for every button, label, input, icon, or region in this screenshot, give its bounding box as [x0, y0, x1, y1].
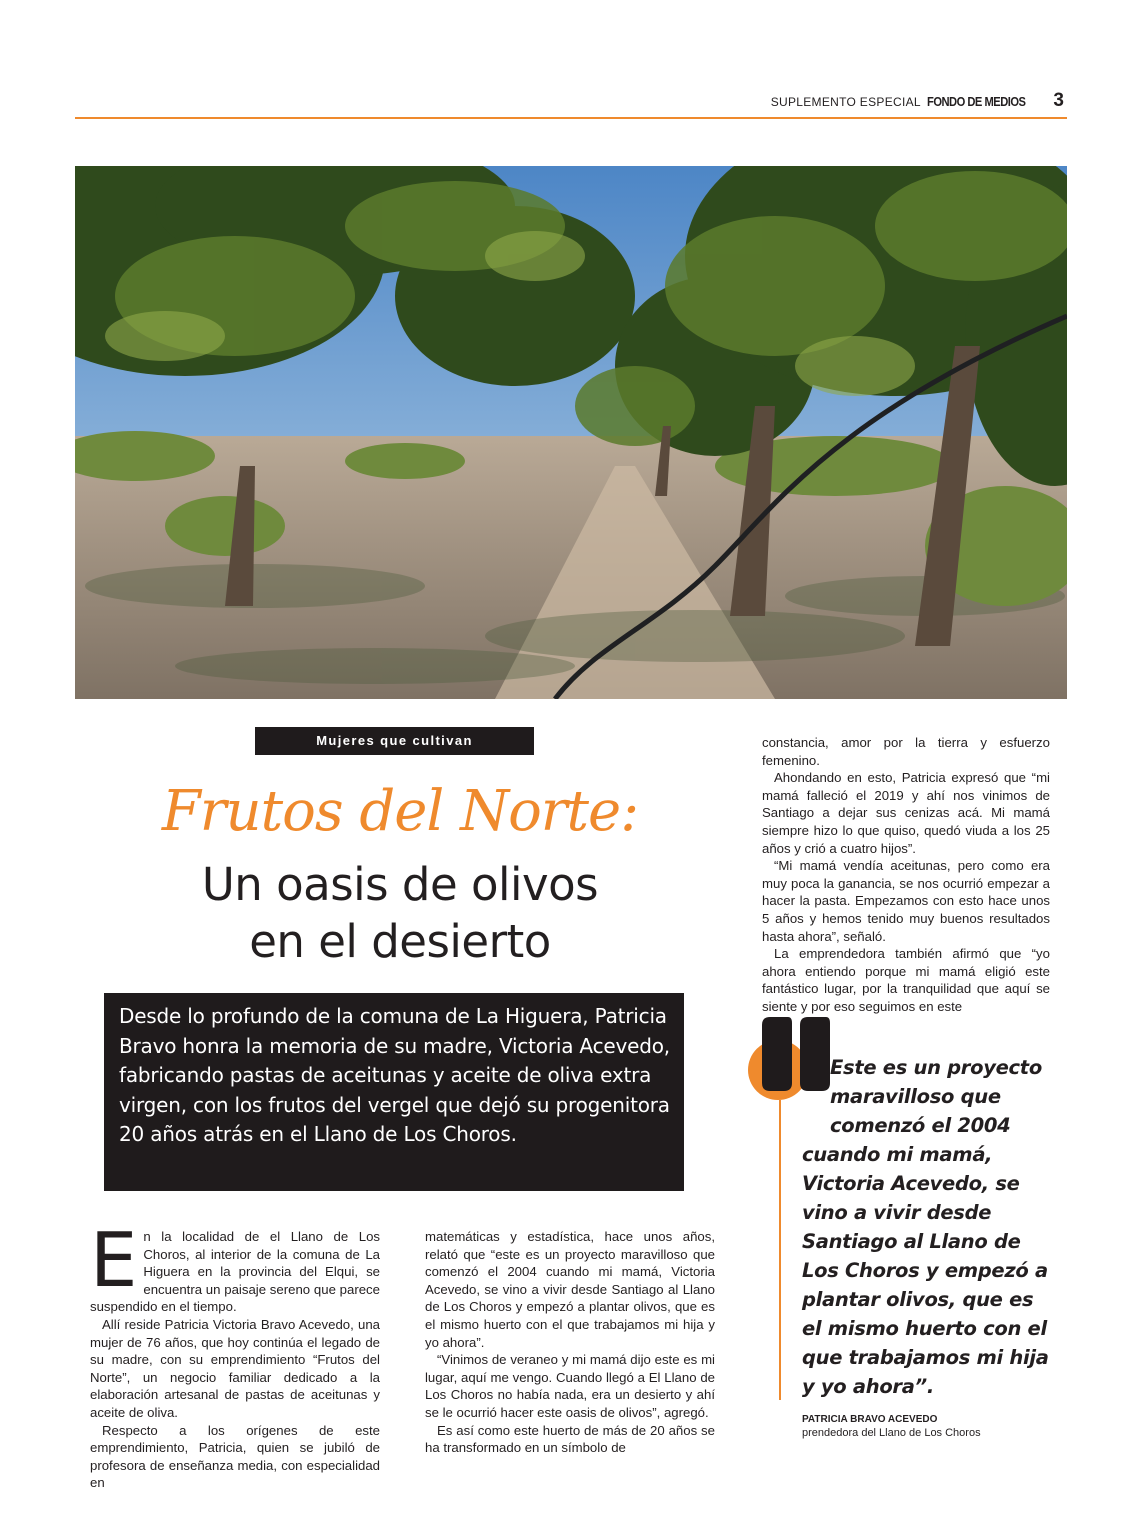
paragraph: “Vinimos de veraneo y mi mamá dijo este es mi lugar, aquí me vengo. Cuando llegó a El Llano de Los Choros no había nada, era un desierto y ahí se le ocurrió hacer este oasis de olivos”, agregó. — [425, 1352, 715, 1420]
paragraph: Ahondando en esto, Patricia expresó que “mi mamá falleció el 2019 y ahí nos vinimos de Santiago a dejar sus cenizas acá. Mi mamá siempre hizo lo que quiso, quedó viuda a los 25 años y crió a cuatro hijos”. — [762, 770, 1050, 856]
page-header — [771, 90, 1064, 112]
quote-line: Victoria Acevedo, se — [802, 1172, 1020, 1195]
quote-author-name: PATRICIA BRAVO ACEVEDO — [802, 1414, 938, 1425]
article-title: Frutos del Norte: — [161, 779, 639, 844]
quote-line: maravilloso que — [830, 1085, 1001, 1108]
paragraph: Allí reside Patricia Victoria Bravo Acevedo, una mujer de 76 años, que hoy continúa el legado de su madre, con su emprendimiento “Frutos del Norte”, un negocio familiar dedicado a la elaboración artesanal de pastas de aceitunas y aceite de oliva. — [90, 1316, 380, 1420]
paragraph: Respecto a los orígenes de este emprendimiento, Patricia, quien se jubiló de profesora de enseñanza media, con especialidad en — [90, 1422, 380, 1491]
drop-cap: E — [90, 1216, 138, 1304]
supplement-label: SUPLEMENTO ESPECIAL — [770, 95, 921, 109]
quote-line: Los Choros y empezó a — [802, 1259, 1048, 1282]
lead-text: Desde lo profundo de la comuna de La Higuera, Patricia Bravo honra la memoria de su madre, Victoria Acevedo, fabricando pastas de aceitunas y aceite de oliva extra virgen, con los frutos del vergel que dejó su progenitora 20 años atrás en el Llano de Los Choros. — [119, 1004, 670, 1146]
brand-name: FONDO DE MEDIOS — [926, 94, 1026, 109]
body-column-2 — [425, 1228, 715, 1457]
subtitle-line-1: Un oasis de olivos — [201, 858, 599, 911]
quote-line: Santiago al Llano de — [802, 1230, 1021, 1253]
quote-author-role: prendedora del Llano de Los Choros — [802, 1427, 981, 1439]
photo-illustration — [75, 166, 1067, 699]
pull-quote — [802, 1053, 1052, 1401]
paragraph: matemáticas y estadística, hace unos años, relató que “este es un proyecto maravilloso que comenzó el 2004 cuando mi mamá, Victoria Acevedo, se vino a vivir desde Santiago al Llano de Los Choros y empezó a plantar olivos, que es el mismo huerto con el que trabajamos mi hija y yo ahora”. — [425, 1229, 715, 1350]
body-column-1 — [90, 1216, 380, 1492]
paragraph: La emprendedora también afirmó que “yo ahora entiendo porque mi mamá eligió este fantástico lugar, por la tranquilidad que aquí se siente y por eso seguimos en este — [762, 946, 1050, 1014]
quote-line: comenzó el 2004 — [830, 1114, 1011, 1137]
paragraph: “Mi mamá vendía aceitunas, pero como era muy poca la ganancia, se nos ocurrió empezar a hacer la pasta. Empezamos con esto hace unos 5 años y hemos tenido muy buenos resultados hasta ahora”, señaló. — [762, 858, 1050, 944]
paragraph: constancia, amor por la tierra y esfuerzo femenino. — [762, 735, 1050, 768]
quote-line: vino a vivir desde — [802, 1201, 992, 1224]
quote-line: el mismo huerto con el — [802, 1317, 1047, 1340]
quote-line: plantar olivos, que es — [802, 1288, 1034, 1311]
article-subtitle — [75, 856, 725, 970]
paragraph: Es así como este huerto de más de 20 años se ha transformado en un símbolo de — [425, 1422, 715, 1456]
quote-line: y yo ahora”. — [802, 1375, 934, 1398]
lead-box — [104, 993, 684, 1191]
header-rule — [75, 117, 1067, 119]
quote-rule — [779, 1100, 781, 1400]
quote-line: Este es un proyecto — [830, 1056, 1042, 1079]
quote-line: que trabajamos mi hija — [802, 1346, 1049, 1369]
paragraph: n la localidad de el Llano de Los Choros, al interior de la comuna de La Higuera en la provincia del Elqui, se encuentra un paisaje sereno que parece suspendido en el tiempo. — [90, 1229, 380, 1315]
section-kicker: Mujeres que cultivan — [255, 727, 534, 755]
olive-grove-photo — [75, 166, 1067, 699]
subtitle-line-2: en el desierto — [249, 915, 551, 968]
body-column-3 — [762, 734, 1050, 1016]
quote-line: cuando mi mamá, — [802, 1143, 993, 1166]
page-number: 3 — [1053, 90, 1064, 111]
